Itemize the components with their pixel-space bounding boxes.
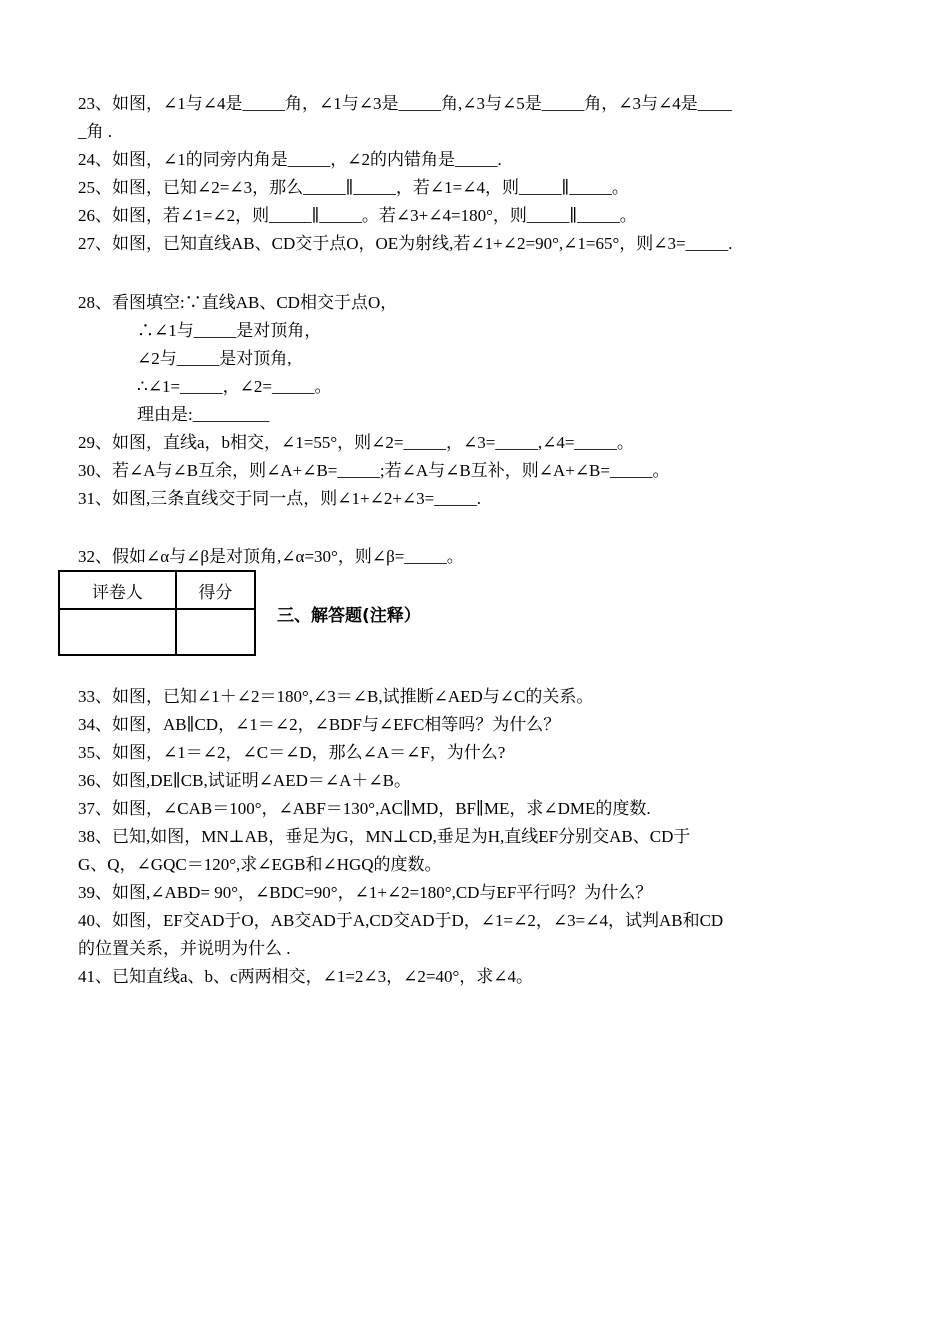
grader-cell[interactable] — [59, 609, 176, 655]
reason-label: 理由是: — [137, 405, 193, 424]
question-33: 33、如图，已知∠1＋∠2＝180°,∠3＝∠B,试推断∠AED与∠C的关系。 — [78, 687, 594, 706]
question-28-step-1: ∴∠1与_____是对顶角， — [137, 321, 322, 340]
question-36: 36、如图,DE∥CB,试证明∠AED＝∠A＋∠B。 — [78, 771, 411, 790]
question-30: 30、若∠A与∠B互余，则∠A+∠B=_____;若∠A与∠B互补，则∠A+∠B=_____。 — [78, 461, 670, 480]
question-40-line-1: 40、如图，EF交AD于O，AB交AD于A,CD交AD于D，∠1=∠2，∠3=∠4，试判AB和CD — [78, 911, 724, 930]
question-27: 27、如图，已知直线AB、CD交于点O，OE为射线,若∠1+∠2=90°,∠1=65°，则∠3=_____. — [78, 234, 733, 253]
score-table — [58, 570, 256, 656]
question-35: 35、如图，∠1＝∠2，∠C＝∠D，那么∠A＝∠F，为什么? — [78, 743, 506, 762]
question-28-step-3: ∴∠1=_____，∠2=_____。 — [137, 377, 332, 396]
score-header: 得分 — [176, 571, 255, 609]
question-25: 25、如图，已知∠2=∠3，那么_____∥_____，若∠1=∠4，则_____∥_____。 — [78, 178, 629, 197]
question-28-reason — [137, 404, 269, 426]
question-28-step-2: ∠2与_____是对顶角, — [137, 349, 292, 368]
grader-header: 评卷人 — [59, 571, 176, 609]
question-34: 34、如图，AB∥CD，∠1＝∠2，∠BDF与∠EFC相等吗？为什么？ — [78, 715, 561, 734]
reason-blank: _________ — [192, 405, 270, 424]
question-37: 37、如图，∠CAB＝100°，∠ABF＝130°,AC∥MD，BF∥ME，求∠DME的度数. — [78, 799, 651, 818]
question-28: 28、看图填空:∵直线AB、CD相交于点O， — [78, 293, 398, 312]
section-3-title: 三、解答题(注释） — [277, 606, 421, 626]
score-cell[interactable] — [176, 609, 255, 655]
question-38-line-1: 38、已知,如图，MN⊥AB，垂足为G，MN⊥CD,垂足为H,直线EF分别交AB、CD于 — [78, 827, 691, 846]
question-24: 24、如图，∠1的同旁内角是_____，∠2的内错角是_____. — [78, 150, 502, 169]
question-41: 41、已知直线a、b、c两两相交，∠1=2∠3，∠2=40°，求∠4。 — [78, 967, 534, 986]
question-32: 32、假如∠α与∠β是对顶角,∠α=30°，则∠β=_____。 — [78, 547, 464, 566]
question-23-line-1: 23、如图，∠1与∠4是_____角，∠1与∠3是_____角,∠3与∠5是_____角，∠3与∠4是____ — [78, 94, 732, 113]
question-39: 39、如图,∠ABD= 90°，∠BDC=90°，∠1+∠2=180°,CD与EF平行吗？为什么？ — [78, 883, 653, 902]
question-26: 26、如图，若∠1=∠2，则_____∥_____。若∠3+∠4=180°，则_____∥_____。 — [78, 206, 637, 225]
question-31: 31、如图,三条直线交于同一点，则∠1+∠2+∠3=_____. — [78, 489, 481, 508]
question-38-line-2: G、Q，∠GQC＝120°,求∠EGB和∠HGQ的度数。 — [78, 855, 442, 874]
question-29: 29、如图，直线a，b相交，∠1=55°，则∠2=_____，∠3=_____,∠4=_____。 — [78, 433, 634, 452]
question-40-line-2: 的位置关系，并说明为什么 . — [78, 939, 291, 958]
question-23-line-2: _角 . — [78, 122, 112, 141]
